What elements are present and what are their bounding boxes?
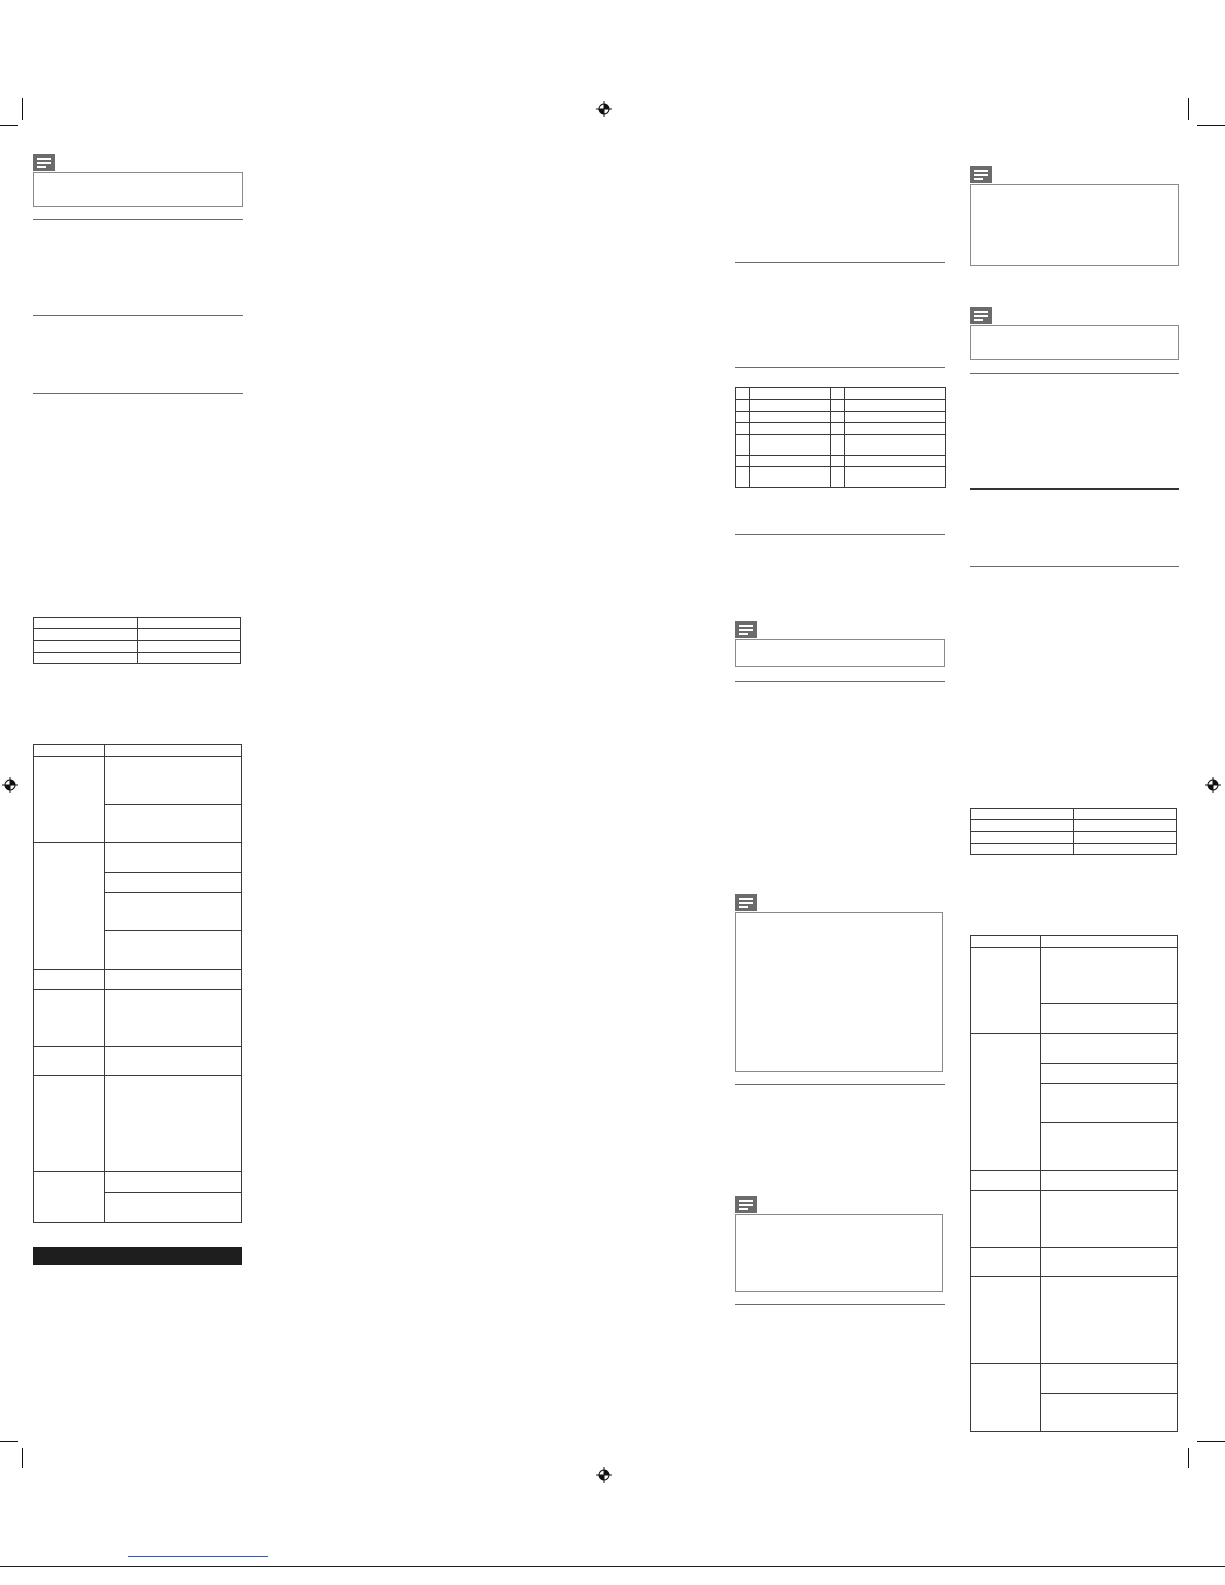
- crop-mark-bottom-right-h: [1197, 1441, 1225, 1442]
- section-rule-heavy: [970, 488, 1179, 490]
- section-rule: [735, 1304, 945, 1305]
- note-icon: [735, 621, 757, 638]
- black-heading-bar: [33, 1247, 242, 1265]
- section-rule: [735, 534, 945, 535]
- section-rule: [970, 373, 1179, 374]
- troubleshooting-table: [970, 935, 1178, 1432]
- registration-mark-icon: [2, 777, 18, 793]
- registration-mark-icon: [596, 101, 612, 117]
- registration-mark-icon: [596, 1467, 612, 1483]
- section-rule: [735, 1084, 945, 1085]
- note-box: [735, 912, 943, 1072]
- parts-table: [735, 387, 946, 488]
- note-box: [970, 325, 1179, 360]
- section-rule: [735, 367, 945, 368]
- section-rule: [33, 315, 243, 316]
- trim-line: [0, 1566, 1225, 1567]
- link-underline: [128, 1556, 268, 1557]
- note-box: [735, 1214, 943, 1292]
- troubleshooting-table: [33, 744, 242, 1223]
- registration-mark-icon: [1205, 777, 1221, 793]
- crop-mark-top-left-h: [0, 125, 18, 126]
- note-icon: [735, 894, 757, 911]
- section-rule: [735, 262, 945, 263]
- crop-mark-bottom-left-h: [0, 1441, 18, 1442]
- crop-mark-top-right-v: [1188, 98, 1189, 120]
- section-rule: [33, 393, 243, 394]
- note-icon: [33, 154, 55, 171]
- crop-mark-top-right-h: [1197, 125, 1225, 126]
- note-box: [33, 172, 243, 207]
- crop-mark-top-left-v: [22, 98, 23, 120]
- section-rule: [970, 566, 1179, 567]
- crop-mark-bottom-right-v: [1188, 1448, 1189, 1468]
- crop-mark-bottom-left-v: [22, 1448, 23, 1468]
- note-icon: [970, 307, 992, 324]
- note-box: [970, 184, 1179, 266]
- note-icon: [970, 166, 992, 183]
- spec-table-small: [33, 617, 241, 664]
- note-icon: [735, 1196, 757, 1213]
- section-rule: [33, 219, 243, 220]
- section-rule: [735, 681, 945, 682]
- spec-table-small: [970, 808, 1177, 855]
- note-box: [735, 639, 945, 667]
